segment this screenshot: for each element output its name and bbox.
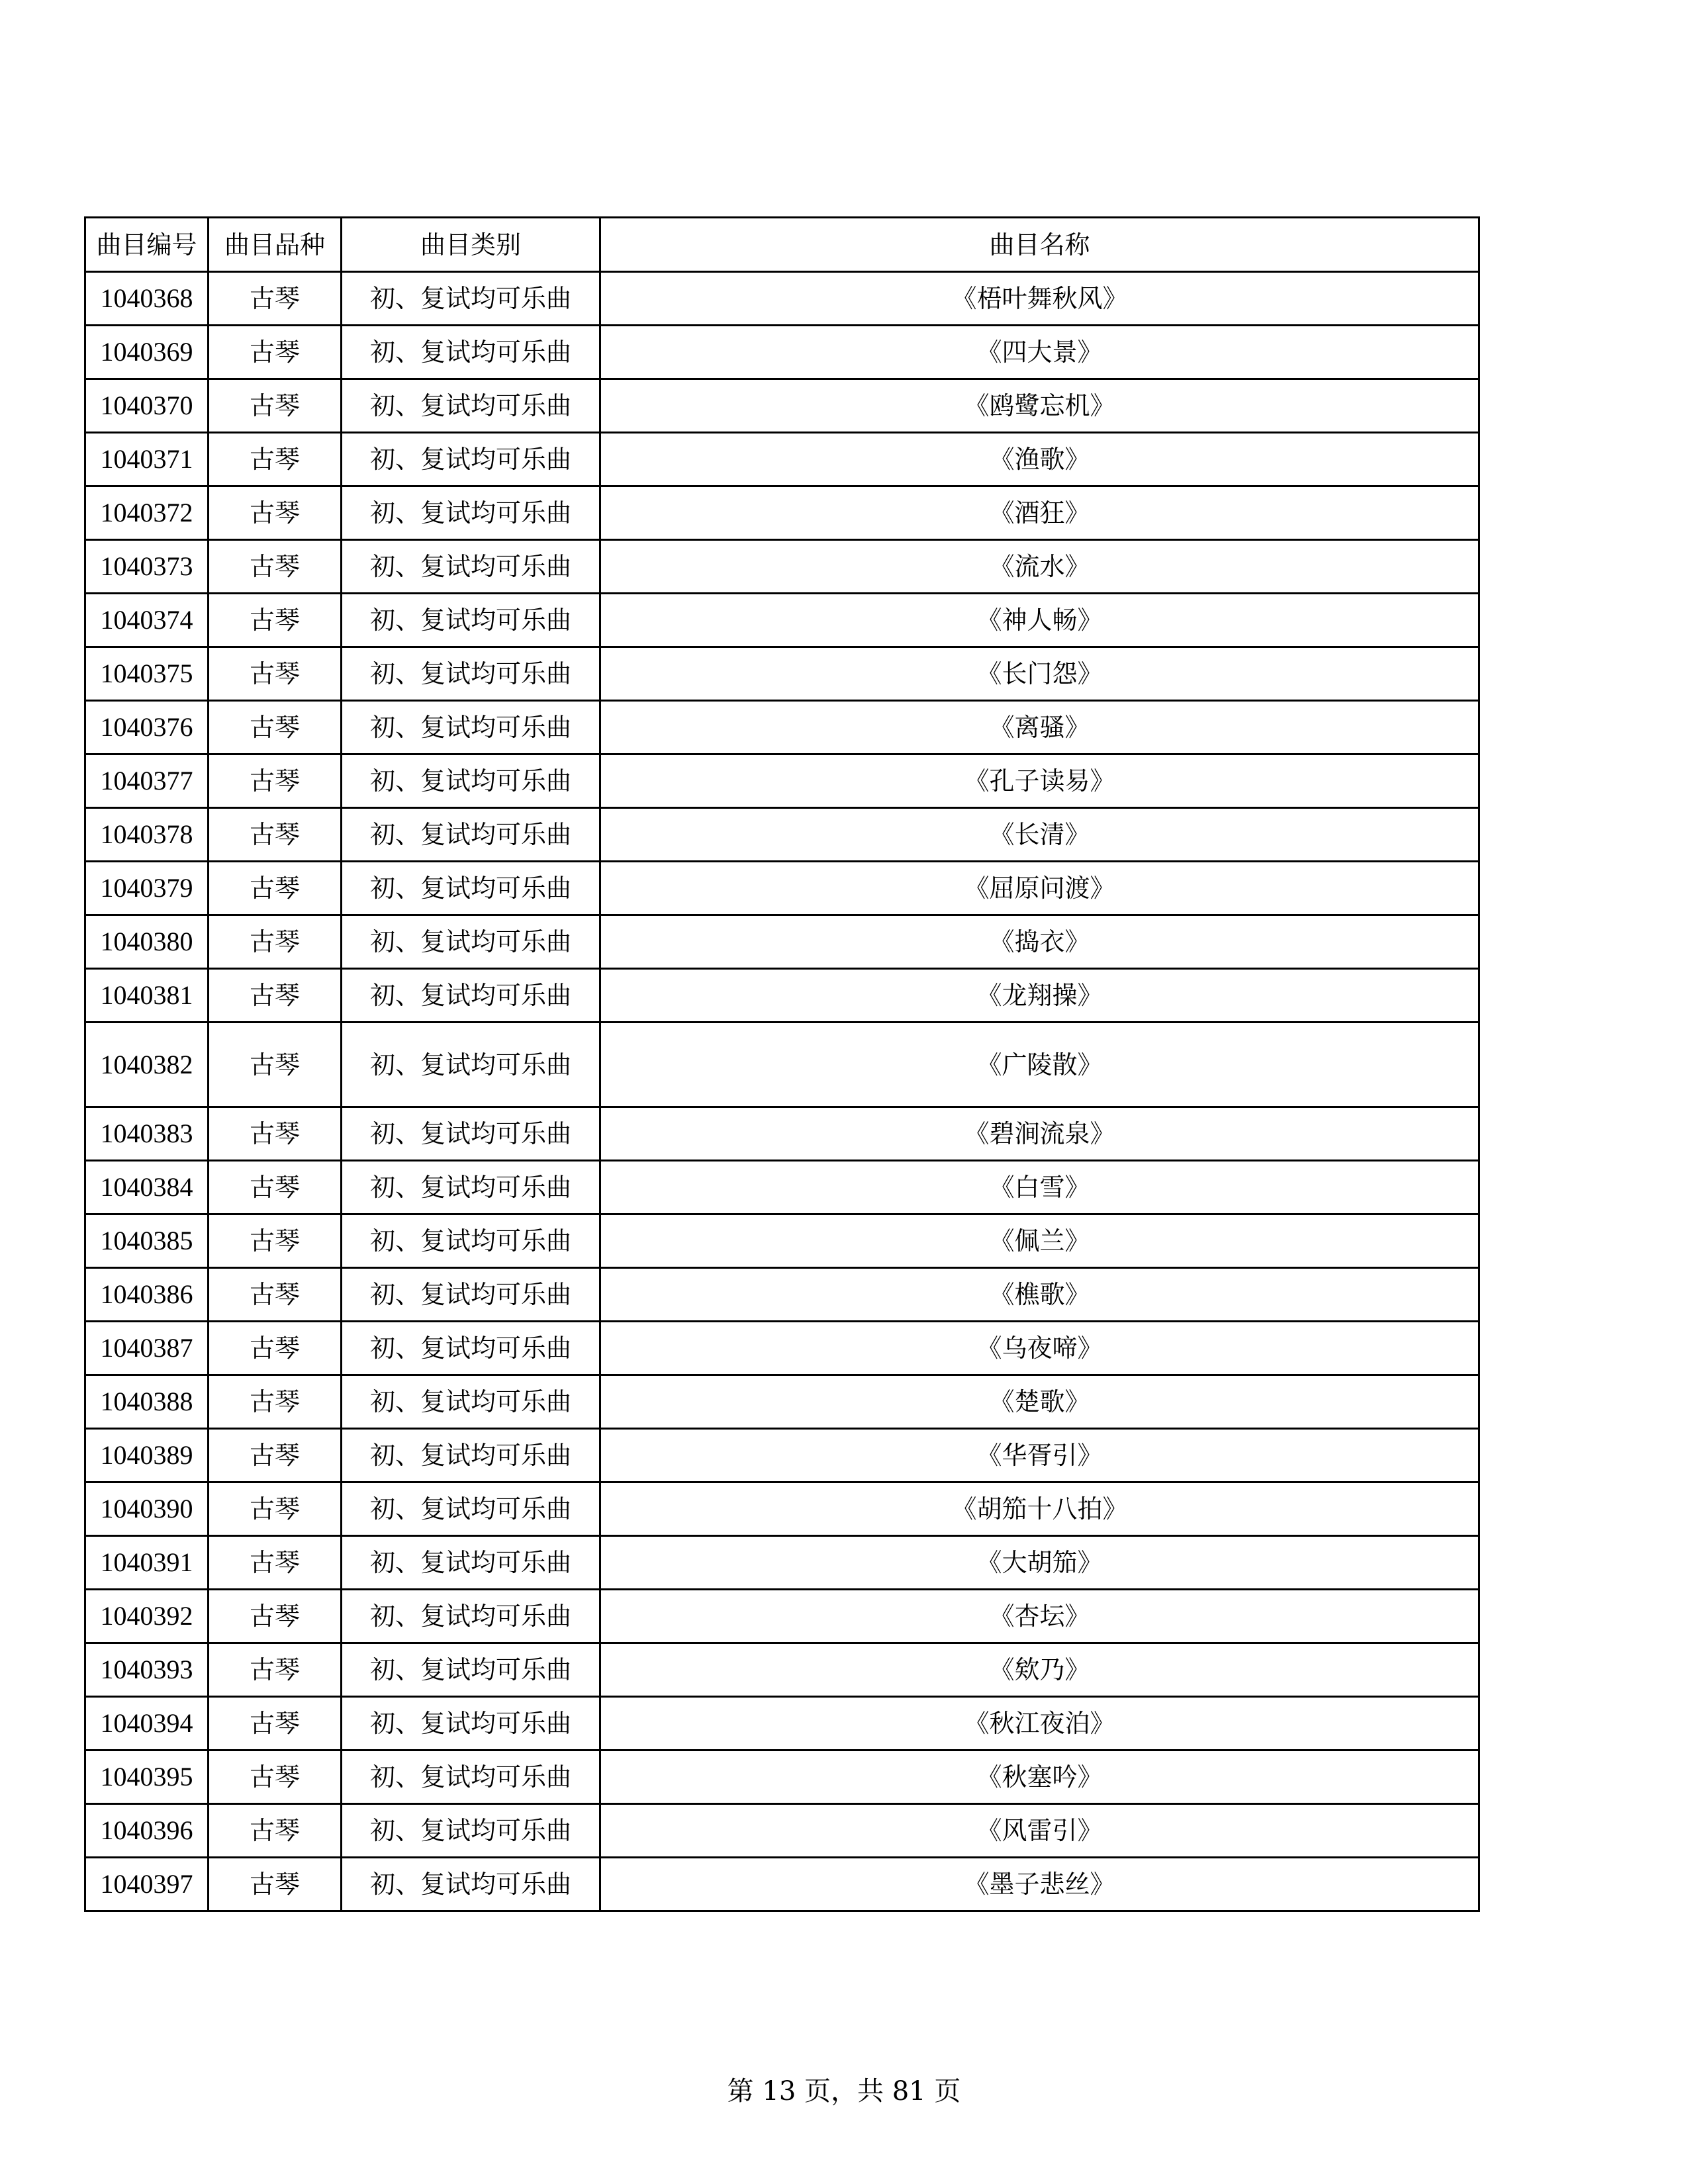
header-category: 曲目类别 — [342, 218, 600, 272]
cell-id: 1040368 — [85, 272, 209, 326]
cell-category: 初、复试均可乐曲 — [342, 862, 600, 915]
cell-name: 《欸乃》 — [600, 1643, 1479, 1697]
cell-name: 《秋江夜泊》 — [600, 1697, 1479, 1751]
page-number: 第 13 页，共 81 页 — [727, 2076, 961, 2107]
table-row — [85, 486, 1479, 540]
cell-name: 《龙翔操》 — [600, 969, 1479, 1023]
cell-variety: 古琴 — [209, 754, 342, 808]
table-row — [85, 862, 1479, 915]
cell-id: 1040389 — [85, 1429, 209, 1482]
cell-category: 初、复试均可乐曲 — [342, 433, 600, 486]
table-row — [85, 1375, 1479, 1429]
cell-name: 《渔歌》 — [600, 433, 1479, 486]
cell-category: 初、复试均可乐曲 — [342, 1214, 600, 1268]
cell-category: 初、复试均可乐曲 — [342, 1375, 600, 1429]
cell-id: 1040380 — [85, 915, 209, 969]
cell-category: 初、复试均可乐曲 — [342, 808, 600, 862]
cell-name: 《白雪》 — [600, 1161, 1479, 1214]
cell-variety: 古琴 — [209, 1536, 342, 1590]
cell-name: 《墨子悲丝》 — [600, 1858, 1479, 1911]
cell-name: 《神人畅》 — [600, 594, 1479, 647]
cell-variety: 古琴 — [209, 594, 342, 647]
table-body — [85, 272, 1479, 1911]
table-row — [85, 701, 1479, 754]
table-row — [85, 1107, 1479, 1161]
cell-variety: 古琴 — [209, 1482, 342, 1536]
cell-category: 初、复试均可乐曲 — [342, 1590, 600, 1643]
table-row — [85, 1751, 1479, 1804]
cell-category: 初、复试均可乐曲 — [342, 701, 600, 754]
cell-id: 1040382 — [85, 1023, 209, 1107]
cell-category: 初、复试均可乐曲 — [342, 1322, 600, 1375]
cell-category: 初、复试均可乐曲 — [342, 326, 600, 379]
table-row — [85, 1268, 1479, 1322]
cell-category: 初、复试均可乐曲 — [342, 272, 600, 326]
table-row — [85, 272, 1479, 326]
cell-id: 1040383 — [85, 1107, 209, 1161]
cell-id: 1040373 — [85, 540, 209, 594]
cell-name: 《屈原问渡》 — [600, 862, 1479, 915]
repertoire-table — [84, 216, 1480, 1912]
cell-id: 1040393 — [85, 1643, 209, 1697]
cell-name: 《捣衣》 — [600, 915, 1479, 969]
cell-category: 初、复试均可乐曲 — [342, 1107, 600, 1161]
cell-id: 1040385 — [85, 1214, 209, 1268]
table-row — [85, 969, 1479, 1023]
cell-name: 《离骚》 — [600, 701, 1479, 754]
cell-id: 1040374 — [85, 594, 209, 647]
cell-category: 初、复试均可乐曲 — [342, 1751, 600, 1804]
cell-variety: 古琴 — [209, 808, 342, 862]
cell-name: 《佩兰》 — [600, 1214, 1479, 1268]
cell-id: 1040370 — [85, 379, 209, 433]
cell-variety: 古琴 — [209, 1161, 342, 1214]
table-row — [85, 1429, 1479, 1482]
table-row — [85, 594, 1479, 647]
cell-name: 《风雷引》 — [600, 1804, 1479, 1858]
cell-variety: 古琴 — [209, 1751, 342, 1804]
cell-id: 1040387 — [85, 1322, 209, 1375]
cell-variety: 古琴 — [209, 326, 342, 379]
table-row — [85, 808, 1479, 862]
cell-variety: 古琴 — [209, 1643, 342, 1697]
cell-id: 1040379 — [85, 862, 209, 915]
cell-id: 1040384 — [85, 1161, 209, 1214]
table-row — [85, 326, 1479, 379]
cell-category: 初、复试均可乐曲 — [342, 540, 600, 594]
cell-id: 1040378 — [85, 808, 209, 862]
table-row — [85, 1023, 1479, 1107]
cell-name: 《华胥引》 — [600, 1429, 1479, 1482]
cell-id: 1040397 — [85, 1858, 209, 1911]
cell-name: 《广陵散》 — [600, 1023, 1479, 1107]
table-row — [85, 1804, 1479, 1858]
cell-id: 1040394 — [85, 1697, 209, 1751]
cell-variety: 古琴 — [209, 969, 342, 1023]
cell-variety: 古琴 — [209, 1697, 342, 1751]
cell-id: 1040371 — [85, 433, 209, 486]
cell-id: 1040375 — [85, 647, 209, 701]
cell-name: 《楚歌》 — [600, 1375, 1479, 1429]
cell-id: 1040391 — [85, 1536, 209, 1590]
table-row — [85, 433, 1479, 486]
cell-variety: 古琴 — [209, 1268, 342, 1322]
cell-category: 初、复试均可乐曲 — [342, 486, 600, 540]
cell-name: 《秋塞吟》 — [600, 1751, 1479, 1804]
cell-variety: 古琴 — [209, 1214, 342, 1268]
cell-category: 初、复试均可乐曲 — [342, 1429, 600, 1482]
cell-variety: 古琴 — [209, 272, 342, 326]
cell-variety: 古琴 — [209, 701, 342, 754]
cell-category: 初、复试均可乐曲 — [342, 594, 600, 647]
cell-category: 初、复试均可乐曲 — [342, 754, 600, 808]
cell-id: 1040388 — [85, 1375, 209, 1429]
cell-variety: 古琴 — [209, 1375, 342, 1429]
table-row — [85, 1590, 1479, 1643]
table-row — [85, 1482, 1479, 1536]
table-row — [85, 754, 1479, 808]
cell-variety: 古琴 — [209, 1107, 342, 1161]
table-row — [85, 1858, 1479, 1911]
cell-category: 初、复试均可乐曲 — [342, 379, 600, 433]
cell-name: 《樵歌》 — [600, 1268, 1479, 1322]
cell-variety: 古琴 — [209, 1590, 342, 1643]
cell-variety: 古琴 — [209, 647, 342, 701]
table-row — [85, 1214, 1479, 1268]
table-row — [85, 379, 1479, 433]
header-name: 曲目名称 — [600, 218, 1479, 272]
cell-variety: 古琴 — [209, 1023, 342, 1107]
cell-variety: 古琴 — [209, 433, 342, 486]
cell-variety: 古琴 — [209, 862, 342, 915]
cell-id: 1040376 — [85, 701, 209, 754]
cell-category: 初、复试均可乐曲 — [342, 647, 600, 701]
table-row — [85, 1322, 1479, 1375]
cell-name: 《乌夜啼》 — [600, 1322, 1479, 1375]
cell-id: 1040396 — [85, 1804, 209, 1858]
cell-name: 《长门怨》 — [600, 647, 1479, 701]
cell-id: 1040392 — [85, 1590, 209, 1643]
cell-name: 《碧涧流泉》 — [600, 1107, 1479, 1161]
cell-name: 《大胡笳》 — [600, 1536, 1479, 1590]
table-row — [85, 1161, 1479, 1214]
cell-id: 1040369 — [85, 326, 209, 379]
cell-id: 1040377 — [85, 754, 209, 808]
cell-category: 初、复试均可乐曲 — [342, 1161, 600, 1214]
cell-id: 1040390 — [85, 1482, 209, 1536]
cell-name: 《鸥鹭忘机》 — [600, 379, 1479, 433]
cell-category: 初、复试均可乐曲 — [342, 1536, 600, 1590]
cell-category: 初、复试均可乐曲 — [342, 1268, 600, 1322]
table-row — [85, 1697, 1479, 1751]
cell-variety: 古琴 — [209, 1858, 342, 1911]
cell-name: 《杏坛》 — [600, 1590, 1479, 1643]
cell-variety: 古琴 — [209, 540, 342, 594]
cell-variety: 古琴 — [209, 1322, 342, 1375]
table-header-row — [85, 218, 1479, 272]
cell-category: 初、复试均可乐曲 — [342, 1482, 600, 1536]
cell-name: 《胡笳十八拍》 — [600, 1482, 1479, 1536]
cell-name: 《流水》 — [600, 540, 1479, 594]
cell-category: 初、复试均可乐曲 — [342, 1643, 600, 1697]
cell-category: 初、复试均可乐曲 — [342, 969, 600, 1023]
header-id: 曲目编号 — [85, 218, 209, 272]
cell-category: 初、复试均可乐曲 — [342, 1858, 600, 1911]
cell-id: 1040386 — [85, 1268, 209, 1322]
cell-id: 1040372 — [85, 486, 209, 540]
cell-variety: 古琴 — [209, 1804, 342, 1858]
cell-variety: 古琴 — [209, 1429, 342, 1482]
table-row — [85, 540, 1479, 594]
cell-name: 《四大景》 — [600, 326, 1479, 379]
header-variety: 曲目品种 — [209, 218, 342, 272]
table-row — [85, 915, 1479, 969]
cell-variety: 古琴 — [209, 915, 342, 969]
table-row — [85, 1536, 1479, 1590]
cell-variety: 古琴 — [209, 379, 342, 433]
table-row — [85, 1643, 1479, 1697]
cell-name: 《酒狂》 — [600, 486, 1479, 540]
cell-name: 《长清》 — [600, 808, 1479, 862]
cell-id: 1040381 — [85, 969, 209, 1023]
cell-name: 《梧叶舞秋风》 — [600, 272, 1479, 326]
cell-id: 1040395 — [85, 1751, 209, 1804]
cell-category: 初、复试均可乐曲 — [342, 1023, 600, 1107]
cell-variety: 古琴 — [209, 486, 342, 540]
cell-category: 初、复试均可乐曲 — [342, 1697, 600, 1751]
table-row — [85, 647, 1479, 701]
cell-category: 初、复试均可乐曲 — [342, 1804, 600, 1858]
cell-name: 《孔子读易》 — [600, 754, 1479, 808]
cell-category: 初、复试均可乐曲 — [342, 915, 600, 969]
